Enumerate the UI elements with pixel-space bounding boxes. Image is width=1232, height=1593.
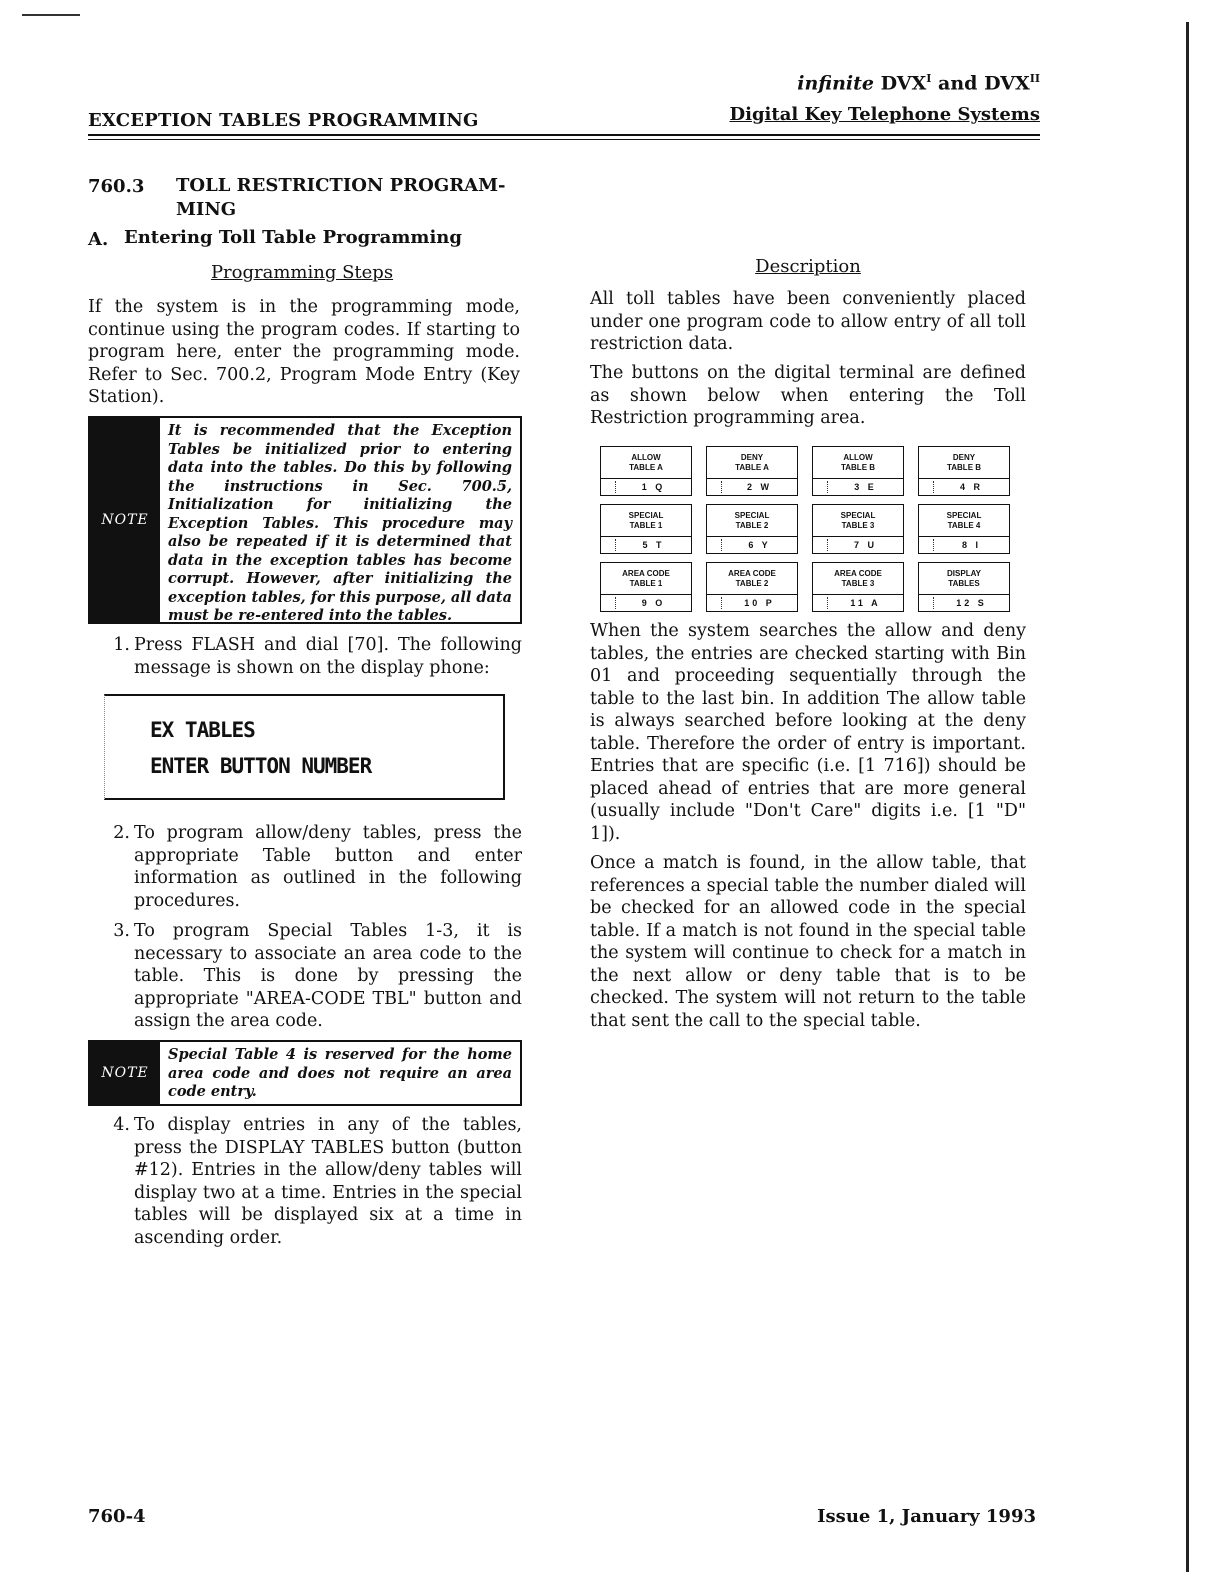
brand-and-dvx: and DVX xyxy=(938,72,1030,95)
description-para-2: The buttons on the digital terminal are defined as shown below when entering the Toll Restriction programming area. xyxy=(590,363,1026,428)
note-special-table xyxy=(88,1040,522,1106)
note-initialize xyxy=(88,416,522,624)
note-label: NOTE xyxy=(90,1042,160,1104)
programming-steps-heading: Programming Steps xyxy=(210,262,394,283)
step-text: To display entries in any of the tables, press the DISPLAY TABLES button (button #12). Entries in the allow/deny tables will display two at a time. Entries in the special tables will be displayed six at a time in ascending order. xyxy=(134,1115,522,1248)
key-special-table-3: SPECIAL TABLE 3 7 U xyxy=(812,504,904,554)
key-area-code-table-1: AREA CODE TABLE 1 9 O xyxy=(600,562,692,612)
key-deny-table-a: DENY TABLE A 2 W xyxy=(706,446,798,496)
step-text: To program allow/deny tables, press the appropriate Table button and enter information as outlined in the following procedures. xyxy=(134,823,522,911)
key-allow-table-a: ALLOW TABLE A 1 Q xyxy=(600,446,692,496)
led-icon xyxy=(603,597,616,609)
led-icon xyxy=(709,597,722,609)
binding-rule xyxy=(1186,22,1189,1572)
key-display-tables: DISPLAY TABLES 12 S xyxy=(918,562,1010,612)
note-label: NOTE xyxy=(90,418,160,622)
step-1 xyxy=(104,634,522,679)
key-area-code-table-3: AREA CODE TABLE 3 11 A xyxy=(812,562,904,612)
button-layout-diagram xyxy=(600,446,1018,610)
subsection-letter: A. xyxy=(88,229,109,250)
led-icon xyxy=(921,597,934,609)
led-icon xyxy=(709,481,722,493)
key-special-table-2: SPECIAL TABLE 2 6 Y xyxy=(706,504,798,554)
led-icon xyxy=(921,539,934,551)
led-icon xyxy=(709,539,722,551)
step-number: 2. xyxy=(113,823,130,843)
display-line-2: ENTER BUTTON NUMBER xyxy=(150,754,372,778)
page-number: 760-4 xyxy=(88,1506,146,1527)
header-section-title: EXCEPTION TABLES PROGRAMMING xyxy=(88,110,479,131)
header-rule-thin xyxy=(88,139,1040,140)
display-line-1: EX TABLES xyxy=(150,718,255,742)
description-para-4: Once a match is found, in the allow table, that references a special table the number dialed will be checked for an allowed code in the special table. If a match is not found in the special table the system will continue to check for a match in the next allow or deny table that is to be checked. The system will not return to the table that sent the call to the special table. xyxy=(590,853,1026,1031)
description-heading: Description xyxy=(755,256,861,277)
led-icon xyxy=(815,597,828,609)
top-rule xyxy=(22,14,80,16)
key-area-code-table-2: AREA CODE TABLE 2 10 P xyxy=(706,562,798,612)
description-para-1: All toll tables have been conveniently placed under one program code to allow entry of all toll restriction data. xyxy=(590,289,1026,354)
key-deny-table-b: DENY TABLE B 4 R xyxy=(918,446,1010,496)
note-text: Special Table 4 is reserved for the home area code and does not require an area code entry. xyxy=(168,1046,512,1100)
brand-infinite: infinite xyxy=(797,72,874,95)
header-brand xyxy=(700,72,1040,94)
display-screen xyxy=(104,694,505,800)
section-number: 760.3 xyxy=(88,176,145,197)
step-text: Press FLASH and dial [70]. The following message is shown on the display phone: xyxy=(134,635,522,678)
description-para-3: When the system searches the allow and deny tables, the entries are checked starting with Bin 01 and proceeding sequentially through the table to the last bin. In addition The allow table is always searched before looking at the deny table. Therefore the order of entry is important. Entries that are specific (i.e. [1 716]) should be placed ahead of entries that are more general (usually include "Don't Care" digits i.e. [1 "D" 1]). xyxy=(590,621,1026,844)
led-icon xyxy=(921,481,934,493)
key-allow-table-b: ALLOW TABLE B 3 E xyxy=(812,446,904,496)
led-icon xyxy=(815,481,828,493)
subsection-title: Entering Toll Table Programming xyxy=(124,227,462,248)
led-icon xyxy=(603,481,616,493)
intro-paragraph: If the system is in the programming mode, continue using the program codes. If starting to program here, enter the programming mode. Refer to Sec. 700.2, Program Mode Entry (Key Station). xyxy=(88,297,520,407)
brand-sup2: II xyxy=(1029,72,1040,85)
header-product-title: Digital Key Telephone Systems xyxy=(729,104,1040,125)
brand-dvx1: DVX xyxy=(880,72,927,95)
led-icon xyxy=(603,539,616,551)
step-number: 1. xyxy=(113,635,130,655)
note-text: It is recommended that the Exception Tables be initialized prior to entering data into the tables. Do this by following the instructions in Sec. 700.5, Initialization for initializing the Exception Tables. This procedure may also be repeated if it is determined that data in the exception tables has become corrupt. However, after initializing the exception tables, for this purpose, all data must be re-entered into the tables. xyxy=(168,422,513,624)
brand-sup1: I xyxy=(926,72,932,85)
header-rule xyxy=(88,134,1040,136)
step-4 xyxy=(104,1114,522,1249)
step-2 xyxy=(104,822,522,912)
step-text: To program Special Tables 1-3, it is necessary to associate an area code to the table. This is done by pressing the appropriate "AREA-CODE TBL" button and assign the area code. xyxy=(134,921,522,1031)
key-special-table-4: SPECIAL TABLE 4 8 I xyxy=(918,504,1010,554)
led-icon xyxy=(815,539,828,551)
step-number: 3. xyxy=(113,921,130,941)
step-3 xyxy=(104,920,522,1033)
step-number: 4. xyxy=(113,1115,130,1135)
key-special-table-1: SPECIAL TABLE 1 5 T xyxy=(600,504,692,554)
issue-date: Issue 1, January 1993 xyxy=(817,1506,1036,1527)
section-title: TOLL RESTRICTION PROGRAM-MING xyxy=(176,175,506,220)
